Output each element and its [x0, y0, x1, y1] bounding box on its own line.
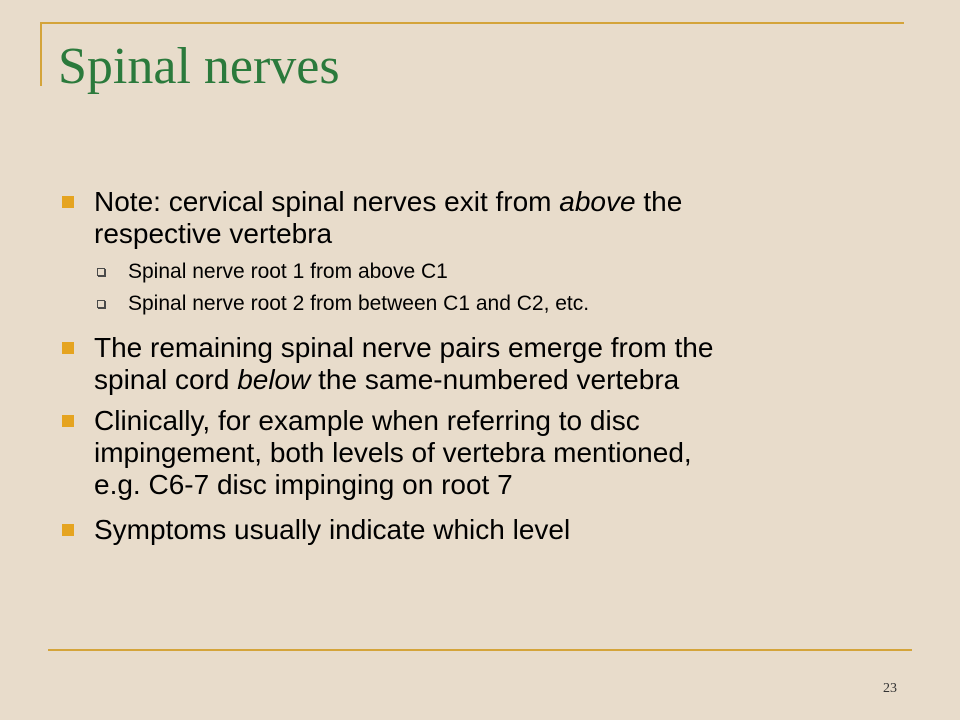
- top-rule: [40, 22, 904, 24]
- square-bullet-icon: [62, 415, 74, 427]
- slide-title: Spinal nerves: [58, 38, 340, 95]
- bullet-text: [94, 405, 894, 501]
- page-number: 23: [883, 681, 897, 696]
- square-bullet-icon: [62, 524, 74, 536]
- emphasis-text: above: [559, 186, 636, 217]
- bullet-line: The remaining spinal nerve pairs emerge from the: [94, 332, 714, 363]
- emphasis-text: below: [237, 364, 311, 395]
- bullet-line: [94, 364, 894, 396]
- text-run: Note: cervical spinal nerves exit from: [94, 186, 560, 217]
- bullet-line: Clinically, for example when referring to disc: [94, 405, 640, 436]
- bullet-text: [94, 186, 894, 250]
- bullet-line: impingement, both levels of vertebra mentioned,: [94, 437, 692, 468]
- square-bullet-icon: [62, 342, 74, 354]
- text-run: the same-numbered vertebra: [310, 364, 680, 395]
- bullet-line: [94, 186, 894, 218]
- square-bullet-icon: [62, 196, 74, 208]
- bullet-line: respective vertebra: [94, 218, 333, 249]
- sub-bullet-text: Spinal nerve root 2 from between C1 and C2, etc.: [128, 292, 590, 315]
- bullet-text: [94, 332, 894, 396]
- bottom-rule: [48, 649, 912, 651]
- hollow-square-bullet-icon: [97, 300, 105, 308]
- hollow-square-bullet-icon: [97, 268, 105, 276]
- left-rule: [40, 22, 42, 86]
- bullet-line: e.g. C6-7 disc impinging on root 7: [94, 469, 513, 500]
- text-run: spinal cord: [94, 364, 238, 395]
- bullet-text: Symptoms usually indicate which level: [94, 514, 571, 545]
- text-run: the: [635, 186, 683, 217]
- sub-bullet-text: Spinal nerve root 1 from above C1: [128, 260, 448, 283]
